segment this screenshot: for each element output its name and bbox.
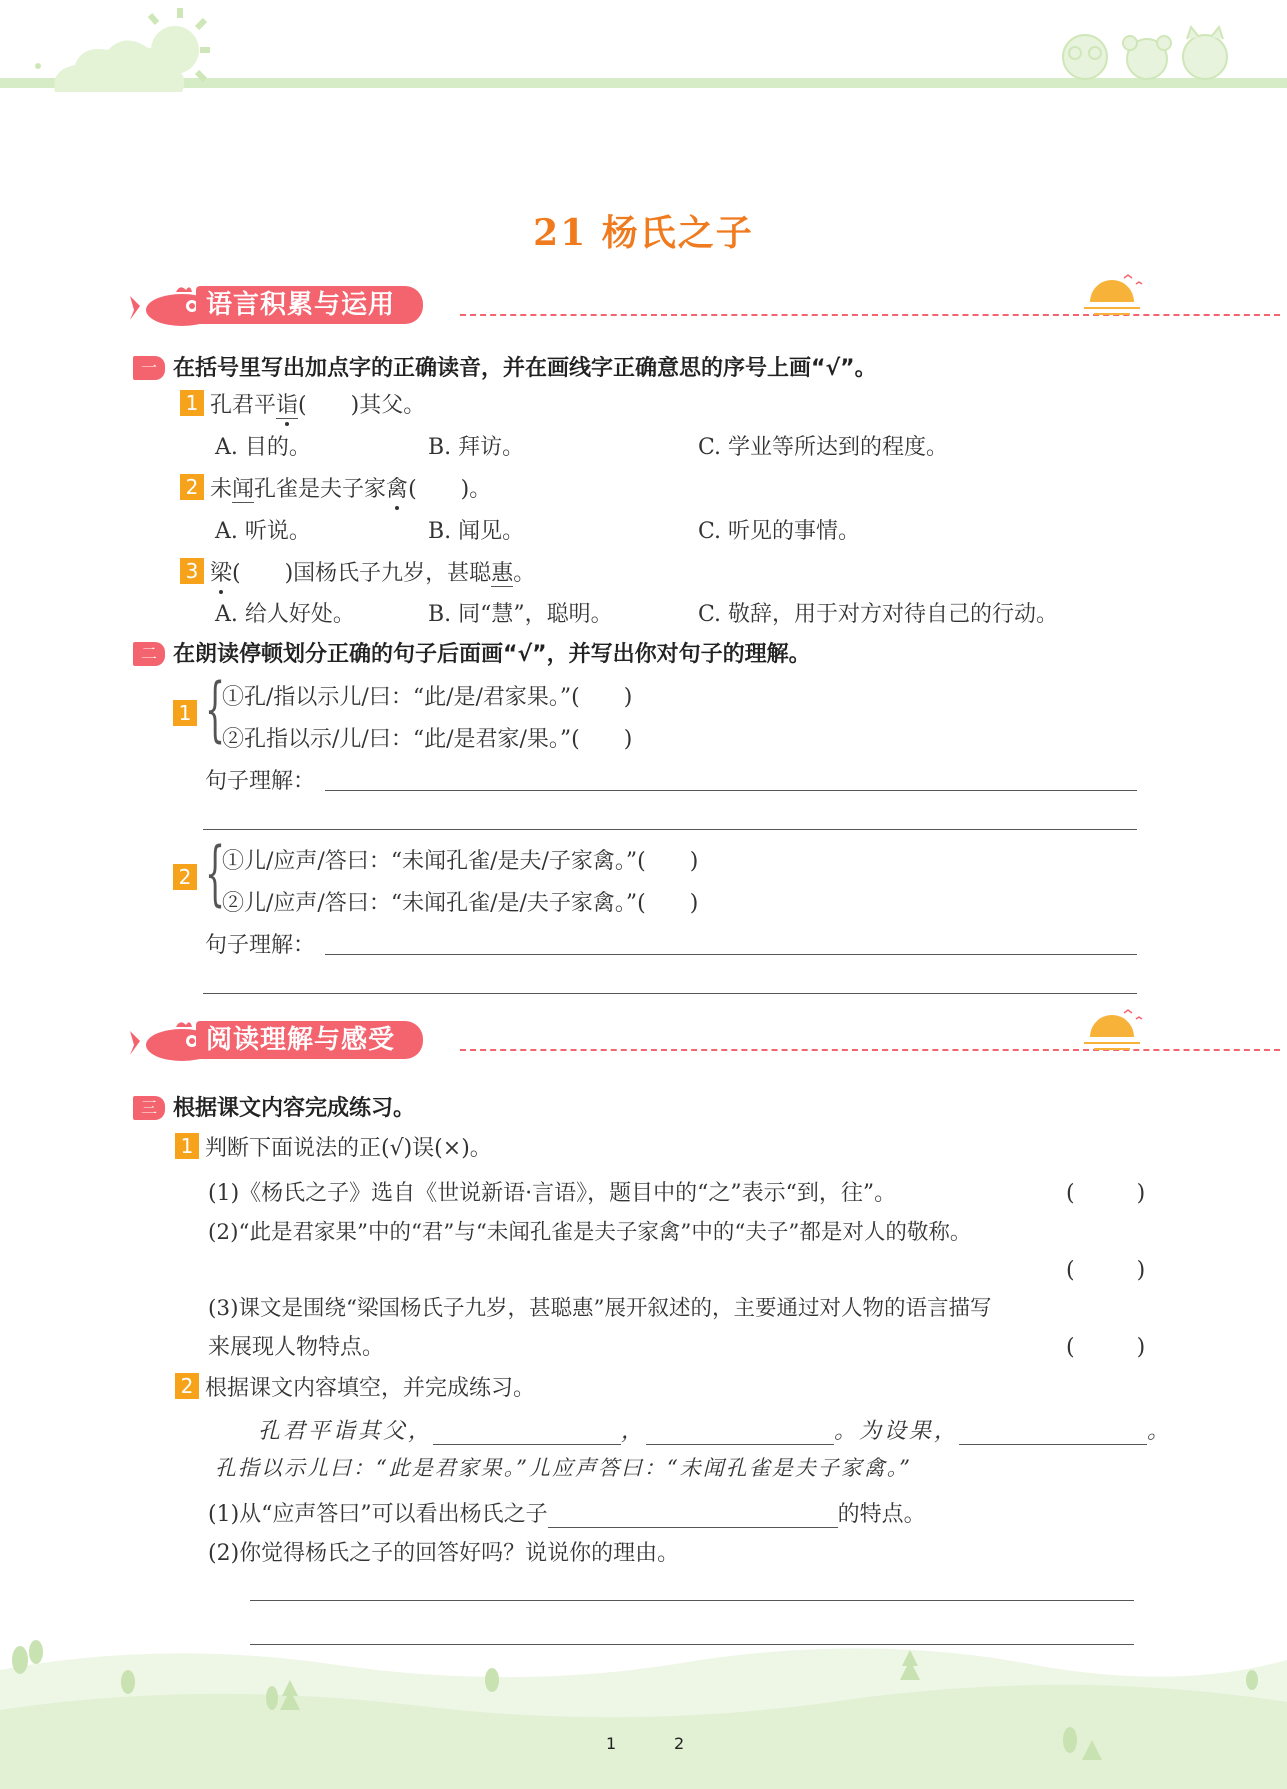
question-text: 在括号里写出加点字的正确读音，并在画线字正确意思的序号上画“√”。 bbox=[173, 356, 877, 381]
dotted-char: 禽 bbox=[386, 477, 409, 502]
answer-line[interactable] bbox=[203, 829, 1137, 830]
q1-item-2 bbox=[180, 472, 491, 503]
text: 。 bbox=[1147, 1419, 1173, 1444]
text: 的特点。 bbox=[837, 1502, 926, 1527]
text: ( )其父。 bbox=[298, 393, 426, 418]
q2-group-2-label: 句子理解： bbox=[205, 933, 316, 958]
underlined-char: 闻 bbox=[232, 477, 255, 502]
item-number: 2 bbox=[173, 864, 197, 890]
q3-statement-1: (1)《杨氏之子》选自《世说新语·言语》，题目中的“之”表示“到，往”。 bbox=[208, 1181, 897, 1206]
q2-group-2-option-2[interactable]: ②儿/应声/答曰：“未闻孔雀/是/夫子家禽。”( ) bbox=[222, 891, 699, 916]
section-title: 语言积累与运用 bbox=[196, 286, 423, 324]
q1-item-1 bbox=[180, 388, 425, 419]
answer-line[interactable] bbox=[325, 954, 1137, 955]
fill-in-passage-line-1 bbox=[258, 1414, 1172, 1445]
text: ， bbox=[621, 1419, 647, 1444]
question-number: 一 bbox=[133, 356, 165, 380]
underlined-dotted-char: 诣 bbox=[276, 393, 299, 418]
question-text: 根据课文内容完成练习。 bbox=[173, 1096, 416, 1121]
q1-item-1-option-b[interactable]: B. 拜访。 bbox=[428, 435, 525, 460]
question-text: 在朗读停顿划分正确的句子后面画“√”，并写出你对句子的理解。 bbox=[173, 642, 811, 667]
q2-group-1-number bbox=[173, 700, 203, 726]
fill-blank[interactable] bbox=[548, 1502, 838, 1528]
fill-blank[interactable] bbox=[433, 1419, 621, 1445]
section-divider bbox=[460, 1049, 1280, 1051]
q3-sub-2-question-2: (2)你觉得杨氏之子的回答好吗？说说你的理由。 bbox=[208, 1541, 680, 1566]
text: (1)从“应声答曰”可以看出杨氏之子 bbox=[208, 1502, 548, 1527]
text: ( )。 bbox=[408, 477, 492, 502]
q3-statement-3-cont: 来展现人物特点。 bbox=[208, 1335, 385, 1360]
landscape-decoration bbox=[0, 1640, 1287, 1789]
q1-item-3-option-c[interactable]: C. 敬辞，用于对方对待自己的行动。 bbox=[698, 602, 1059, 627]
question-3-header bbox=[133, 1091, 415, 1122]
question-2-header bbox=[133, 637, 811, 668]
question-number: 二 bbox=[133, 642, 165, 666]
q1-item-3-option-a[interactable]: A. 给人好处。 bbox=[215, 602, 355, 627]
lesson-title: 21 杨氏之子 bbox=[533, 212, 754, 254]
answer-line[interactable] bbox=[325, 790, 1137, 791]
brace: { bbox=[205, 668, 226, 750]
q2-group-2-number bbox=[173, 864, 203, 890]
page-number-left: 1 bbox=[606, 1734, 617, 1753]
fill-blank[interactable] bbox=[646, 1419, 834, 1445]
brace: { bbox=[205, 832, 226, 914]
section-banner-reading bbox=[130, 1019, 1150, 1063]
answer-line[interactable] bbox=[203, 993, 1137, 994]
item-number: 1 bbox=[173, 700, 197, 726]
page-number-right: 2 bbox=[674, 1734, 685, 1753]
animal-faces-decoration bbox=[1055, 25, 1255, 85]
q3-sub-1-header bbox=[175, 1131, 492, 1162]
sunset-icon bbox=[1080, 272, 1150, 318]
text: 。为设果， bbox=[834, 1419, 960, 1444]
q1-item-3-option-b[interactable]: B. 同“慧”，聪明。 bbox=[428, 602, 613, 627]
sunset-icon bbox=[1080, 1007, 1150, 1053]
q2-group-1-label: 句子理解： bbox=[205, 769, 316, 794]
text: 。 bbox=[513, 561, 536, 586]
sun-cloud-decoration bbox=[20, 0, 220, 110]
item-number: 2 bbox=[180, 474, 204, 500]
item-number: 1 bbox=[175, 1133, 199, 1159]
text: 孔君平诣其父， bbox=[258, 1419, 434, 1444]
item-number: 1 bbox=[180, 390, 204, 416]
q1-item-2-option-a[interactable]: A. 听说。 bbox=[215, 519, 311, 544]
q3-sub-2-header bbox=[175, 1371, 535, 1402]
judge-bracket[interactable]: ( ) bbox=[1066, 1258, 1152, 1283]
q2-group-1-option-1[interactable]: ①孔/指以示儿/曰：“此/是/君家果。”( ) bbox=[222, 685, 633, 710]
q2-group-2-option-1[interactable]: ①儿/应声/答曰：“未闻孔雀/是夫/子家禽。”( ) bbox=[222, 849, 699, 874]
underlined-char: 惠 bbox=[491, 561, 514, 586]
section-divider bbox=[460, 314, 1280, 316]
judge-bracket[interactable]: ( ) bbox=[1066, 1181, 1152, 1206]
item-number: 2 bbox=[175, 1373, 199, 1399]
text: 孔君平 bbox=[210, 393, 277, 418]
dotted-char: 梁 bbox=[210, 561, 233, 586]
text: 孔雀是夫子家 bbox=[254, 477, 387, 502]
q1-item-3 bbox=[180, 556, 535, 587]
q3-statement-3: (3)课文是围绕“梁国杨氏子九岁，甚聪惠”展开叙述的，主要通过对人物的语言描写 bbox=[208, 1296, 992, 1321]
section-banner-language bbox=[130, 284, 1150, 328]
q1-item-2-option-c[interactable]: C. 听见的事情。 bbox=[698, 519, 861, 544]
question-number: 三 bbox=[133, 1096, 165, 1120]
text: ( )国杨氏子九岁，甚聪 bbox=[232, 561, 492, 586]
fill-blank[interactable] bbox=[959, 1419, 1147, 1445]
text: 判断下面说法的正(√)误(×)。 bbox=[205, 1136, 492, 1161]
q3-sub-2-question-1 bbox=[208, 1497, 926, 1528]
q2-group-1-option-2[interactable]: ②孔指以示/儿/曰：“此/是君家/果。”( ) bbox=[222, 727, 633, 752]
q1-item-1-option-c[interactable]: C. 学业等所达到的程度。 bbox=[698, 435, 949, 460]
text: 未 bbox=[210, 477, 233, 502]
q1-item-1-option-a[interactable]: A. 目的。 bbox=[215, 435, 311, 460]
fill-in-passage-line-2: 孔指以示儿曰：“此是君家果。”儿应声答曰：“未闻孔雀是夫子家禽。” bbox=[215, 1456, 912, 1480]
question-1-header bbox=[133, 351, 877, 382]
q1-item-2-option-b[interactable]: B. 闻见。 bbox=[428, 519, 525, 544]
q3-statement-2: (2)“此是君家果”中的“君”与“未闻孔雀是夫子家禽”中的“夫子”都是对人的敬称。 bbox=[208, 1220, 972, 1245]
item-number: 3 bbox=[180, 558, 204, 584]
answer-line[interactable] bbox=[250, 1600, 1134, 1601]
judge-bracket[interactable]: ( ) bbox=[1066, 1335, 1152, 1360]
section-title: 阅读理解与感受 bbox=[196, 1021, 423, 1059]
text: 根据课文内容填空，并完成练习。 bbox=[205, 1376, 536, 1401]
